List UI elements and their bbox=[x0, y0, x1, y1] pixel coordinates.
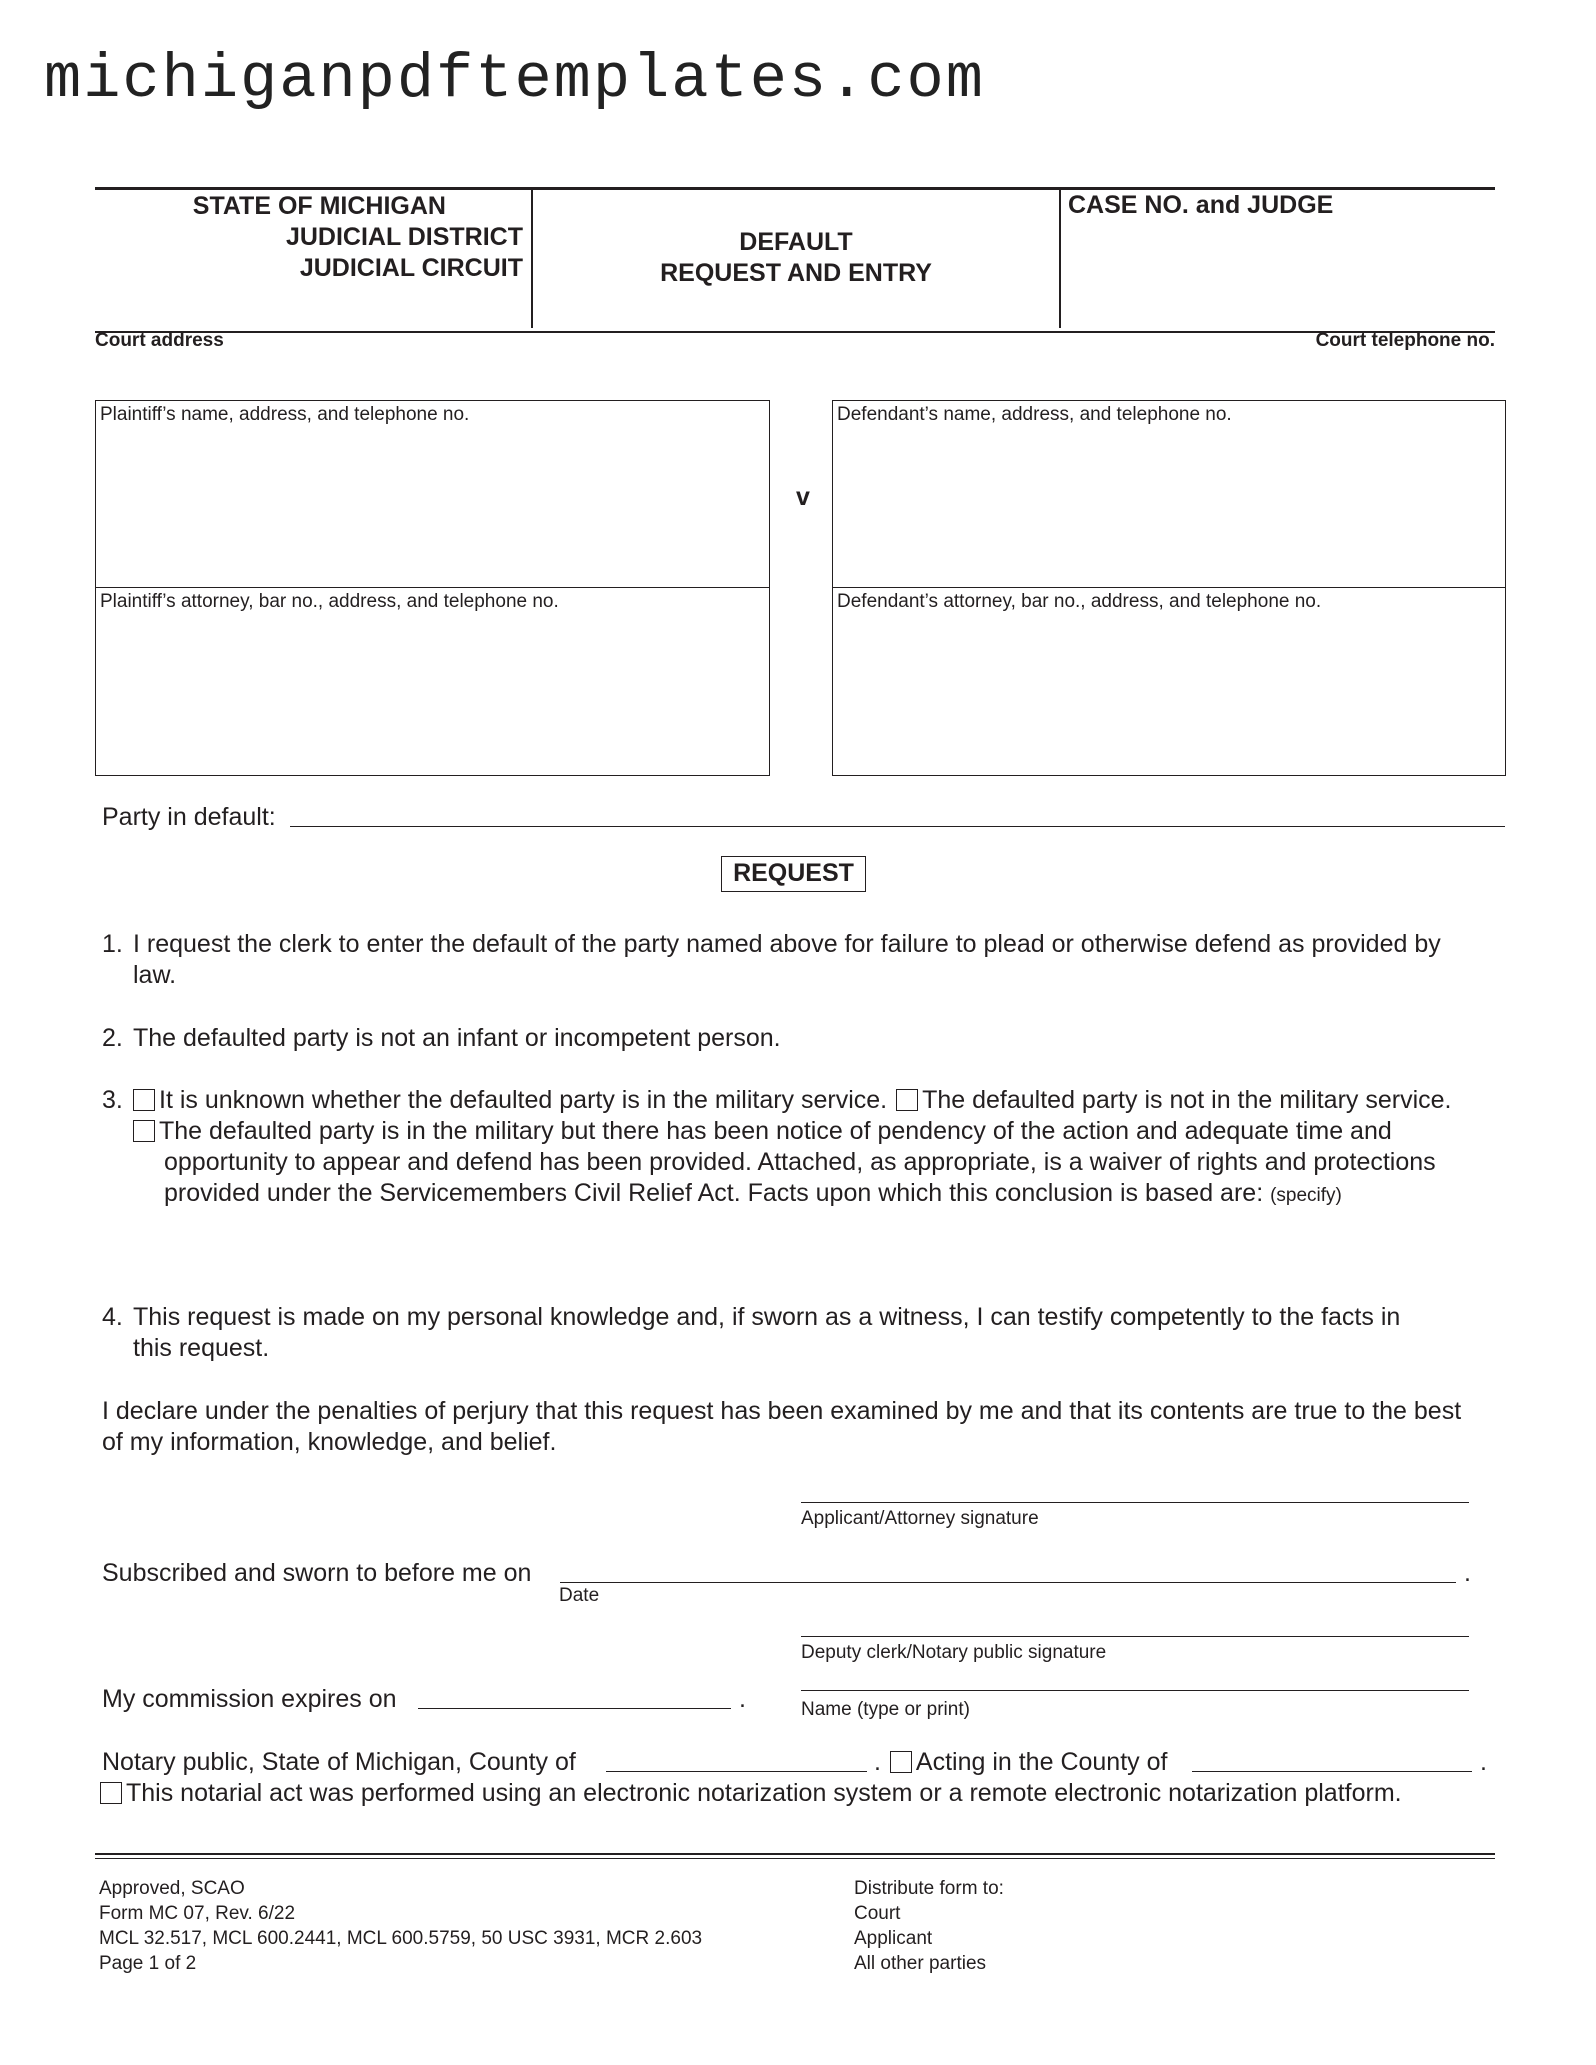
court-address-label: Court address bbox=[95, 330, 224, 351]
plaintiff-attorney-label: Plaintiff’s attorney, bar no., address, and telephone no. bbox=[100, 591, 559, 612]
item-number: 1. bbox=[102, 930, 123, 958]
item1-text bbox=[133, 929, 1441, 991]
request-heading: REQUEST bbox=[721, 856, 866, 892]
notary-county-label: Notary public, State of Michigan, County of bbox=[102, 1748, 576, 1776]
acting-period: . bbox=[1480, 1748, 1487, 1776]
in-military-label-line1: The defaulted party is in the military but there has been notice of pendency of the action and adequate time and bbox=[159, 1117, 1392, 1145]
in-military-label-line3: provided under the Servicemembers Civil Relief Act. Facts upon which this conclusion is based are: bbox=[164, 1179, 1264, 1207]
footer-rule bbox=[95, 1853, 1495, 1855]
distribution-list bbox=[854, 1876, 1004, 1976]
declaration-line1: I declare under the penalties of perjury that this request has been examined by me and that its contents are true to the best bbox=[102, 1397, 1462, 1425]
applicant-signature-label: Applicant/Attorney signature bbox=[801, 1508, 1039, 1529]
declaration-line2: of my information, knowledge, and belief. bbox=[102, 1428, 557, 1456]
item3-row2 bbox=[133, 1116, 1392, 1147]
electronic-notarization-checkbox[interactable] bbox=[100, 1782, 122, 1804]
circuit-label: JUDICIAL CIRCUIT bbox=[299, 254, 523, 282]
page-number-label: Page 1 of 2 bbox=[99, 1953, 197, 1974]
item-number: 3. bbox=[102, 1086, 123, 1114]
item4-line1: This request is made on my personal knowledge and, if sworn as a witness, I can testify competently to the facts in bbox=[133, 1303, 1401, 1331]
declaration-text bbox=[102, 1396, 1461, 1458]
electronic-notarization-label: This notarial act was performed using an electronic notarization system or a remote electronic notarization platform. bbox=[126, 1779, 1402, 1807]
form-title bbox=[533, 227, 1059, 289]
statutes-label: MCL 32.517, MCL 600.2441, MCL 600.5759, 50 USC 3931, MCR 2.603 bbox=[99, 1928, 703, 1949]
approved-label: Approved, SCAO bbox=[99, 1878, 245, 1899]
sworn-date-field[interactable] bbox=[560, 1582, 1456, 1583]
military-unknown-checkbox[interactable] bbox=[133, 1089, 155, 1111]
facts-field[interactable] bbox=[164, 1212, 1504, 1302]
item1-line2: law. bbox=[133, 961, 177, 989]
electronic-row bbox=[100, 1778, 1402, 1809]
not-military-label: The defaulted party is not in the military service. bbox=[922, 1086, 1452, 1114]
in-military-checkbox[interactable] bbox=[133, 1120, 155, 1142]
notary-period: . bbox=[874, 1748, 881, 1776]
form-number-label: Form MC 07, Rev. 6/22 bbox=[99, 1903, 296, 1924]
item-number: 4. bbox=[102, 1303, 123, 1331]
site-watermark: michiganpdftemplates.com bbox=[44, 44, 985, 115]
form-metadata bbox=[99, 1876, 702, 1976]
state-label: STATE OF MICHIGAN bbox=[192, 192, 446, 220]
not-military-checkbox[interactable] bbox=[896, 1089, 918, 1111]
form-title-line1: DEFAULT bbox=[739, 228, 853, 256]
distribute-item: Court bbox=[854, 1903, 901, 1924]
plaintiff-box[interactable] bbox=[95, 400, 770, 776]
form-title-line2: REQUEST AND ENTRY bbox=[660, 259, 932, 287]
item3-row1 bbox=[133, 1085, 1452, 1116]
sworn-label: Subscribed and sworn to before me on bbox=[102, 1559, 532, 1587]
court-jurisdiction bbox=[95, 191, 523, 284]
deputy-signature-label: Deputy clerk/Notary public signature bbox=[801, 1642, 1107, 1663]
defendant-box[interactable] bbox=[832, 400, 1506, 776]
versus-label: v bbox=[796, 483, 810, 511]
distribute-item: All other parties bbox=[854, 1953, 987, 1974]
header-divider bbox=[1059, 189, 1061, 328]
deputy-signature-field[interactable] bbox=[801, 1636, 1469, 1637]
notary-county-field[interactable] bbox=[606, 1771, 867, 1772]
item2-text: The defaulted party is not an infant or incompetent person. bbox=[133, 1024, 781, 1052]
sworn-period: . bbox=[1464, 1559, 1471, 1587]
item4-line2: this request. bbox=[133, 1334, 270, 1362]
commission-date-field[interactable] bbox=[418, 1708, 731, 1709]
acting-county-checkbox[interactable] bbox=[890, 1751, 912, 1773]
defendant-label: Defendant’s name, address, and telephone no. bbox=[837, 404, 1232, 425]
commission-label: My commission expires on bbox=[102, 1685, 397, 1713]
specify-label: (specify) bbox=[1270, 1185, 1342, 1206]
defendant-attorney-label: Defendant’s attorney, bar no., address, and telephone no. bbox=[837, 591, 1322, 612]
party-in-default-field[interactable] bbox=[290, 826, 1505, 827]
distribute-item: Applicant bbox=[854, 1928, 933, 1949]
footer-rule bbox=[95, 1858, 1495, 1859]
item3-row4 bbox=[164, 1178, 1342, 1211]
applicant-signature-field[interactable] bbox=[801, 1502, 1469, 1503]
party-in-default-label: Party in default: bbox=[102, 803, 276, 831]
item4-text bbox=[133, 1302, 1400, 1364]
acting-row bbox=[874, 1747, 1167, 1778]
name-field[interactable] bbox=[801, 1690, 1469, 1691]
name-label: Name (type or print) bbox=[801, 1699, 970, 1720]
case-no-judge-label: CASE NO. and JUDGE bbox=[1068, 191, 1334, 219]
item-number: 2. bbox=[102, 1024, 123, 1052]
acting-county-label: Acting in the County of bbox=[915, 1748, 1168, 1776]
acting-county-field[interactable] bbox=[1192, 1771, 1472, 1772]
item1-line1: I request the clerk to enter the default of the party named above for failure to plead or otherwise defend as provided by bbox=[133, 930, 1441, 958]
distribute-label: Distribute form to: bbox=[854, 1878, 1004, 1899]
commission-period: . bbox=[739, 1685, 746, 1713]
in-military-label-line2: opportunity to appear and defend has been provided. Attached, as appropriate, is a waiver of rights and protections bbox=[164, 1148, 1436, 1176]
court-telephone-label: Court telephone no. bbox=[1315, 330, 1495, 351]
military-unknown-label: It is unknown whether the defaulted party is in the military service. bbox=[159, 1086, 888, 1114]
plaintiff-label: Plaintiff’s name, address, and telephone no. bbox=[100, 404, 470, 425]
district-label: JUDICIAL DISTRICT bbox=[285, 223, 523, 251]
date-label: Date bbox=[559, 1585, 600, 1606]
